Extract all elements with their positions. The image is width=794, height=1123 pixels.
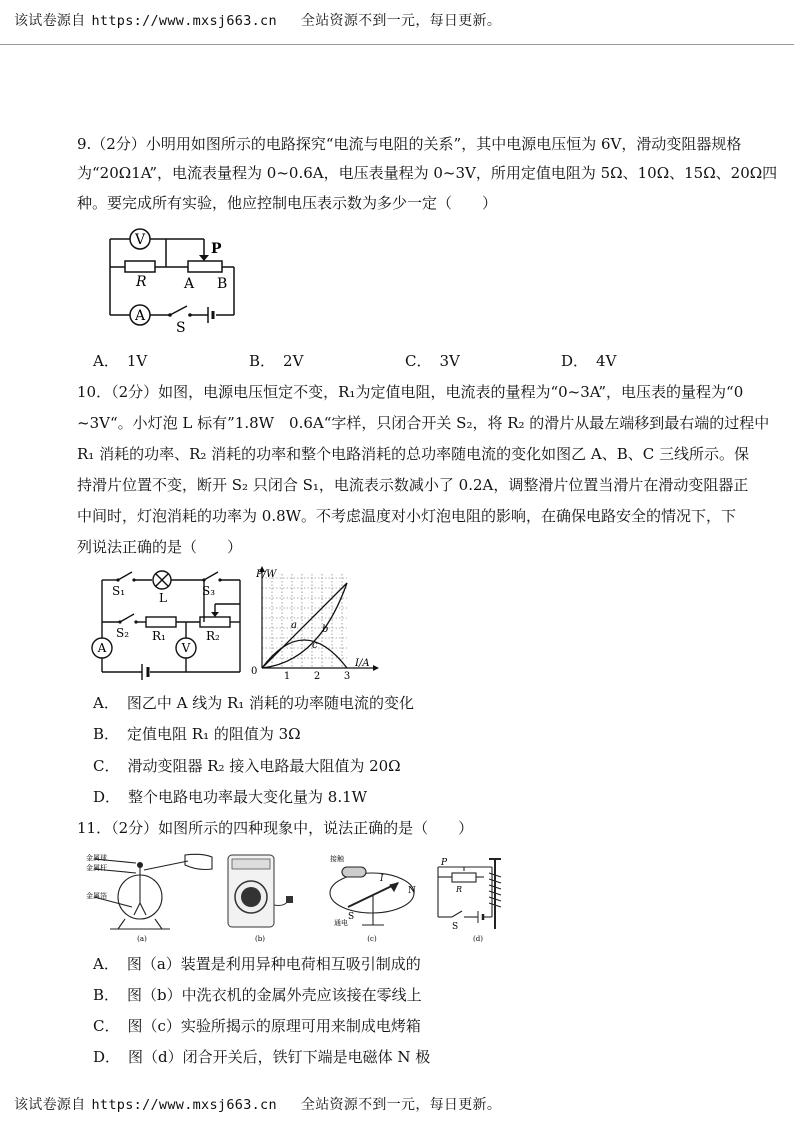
q10-line-6: 列说法正确的是（ ） (77, 538, 243, 556)
q10-s2-label: S₂ (116, 626, 130, 640)
q9-slider-label: P (211, 241, 222, 257)
figure-caption-c: (c) (367, 935, 377, 943)
graph-x-tick-3: 3 (343, 671, 351, 682)
q9-line-1: 9.（2分）小明用如图所示的电路探究“电流与电阻的关系”，其中电源电压恒为 6V，滑动变阻器规格 (77, 135, 742, 153)
q9-line-2: 为“20Ω1A”，电流表量程为 0~0.6A，电压表量程为 0~3V，所用定值电阻为 5Ω、10Ω、15Ω、20Ω四 (77, 164, 778, 182)
electromagnet-label-s: S (452, 922, 459, 932)
graph-x-tick-2: 2 (313, 671, 321, 682)
graph-label-c: c (312, 640, 318, 651)
q9-option-d[interactable]: D． 4V (561, 352, 617, 370)
figure-caption-d: (d) (473, 935, 483, 943)
q10-option-a[interactable]: A． 图乙中 A 线为 R₁ 消耗的功率随电流的变化 (93, 694, 415, 712)
graph-origin-label: 0 (251, 666, 258, 677)
washing-machine-figure (228, 855, 293, 927)
q10-s1-label: S₁ (112, 584, 126, 598)
header-prefix: 该试卷源自 (14, 13, 86, 29)
q10-option-d[interactable]: D． 整个电路电功率最大变化量为 8.1W (93, 788, 368, 806)
oersted-label-current: I (380, 874, 384, 884)
q10-circuit-diagram (90, 566, 248, 682)
electroscope-label-rod: 金属杆 (86, 864, 107, 872)
electromagnet-label-p: P (441, 858, 448, 868)
q11-line-1: 11．（2分）如图所示的四种现象中，说法正确的是（ ） (77, 819, 474, 837)
electromagnet-figure (438, 859, 501, 929)
graph-x-tick-1: 1 (283, 671, 291, 682)
figure-caption-a: (a) (137, 935, 147, 943)
q10-line-2: ~3V“。小灯泡 L 标有”1.8W 0.6A“字样，只闭合开关 S₂，将 R₂ 的滑片从最左端移到最右端的过程中 (77, 414, 770, 432)
q9-point-a-label: A (184, 276, 195, 292)
q11-option-a[interactable]: A． 图（a）装置是利用异种电荷相互吸引制成的 (93, 955, 421, 973)
graph-label-a: a (291, 620, 297, 631)
q9-line-3: 种。要完成所有实验，他应控制电压表示数为多少一定（ ） (77, 194, 498, 212)
oersted-label-n: N (408, 886, 416, 896)
electroscope-label-foil: 金属箔 (86, 892, 107, 900)
q10-line-1: 10．（2分）如图，电源电压恒定不变，R₁为定值电阻，电流表的量程为“0~3A”，电压表的量程为“0 (77, 383, 744, 401)
q9-option-b[interactable]: B． 2V (249, 352, 304, 370)
q11-option-d[interactable]: D． 图（d）闭合开关后，铁钉下端是电磁体 N 极 (93, 1048, 431, 1066)
q9-option-a[interactable]: A． 1V (93, 352, 148, 370)
q10-option-b[interactable]: B． 定值电阻 R₁ 的阻值为 3Ω (93, 725, 301, 743)
header-url[interactable]: https://www.mxsj663.cn (91, 13, 277, 29)
page-footer (14, 1094, 501, 1114)
q9-resistor-label: R (136, 274, 147, 290)
footer-prefix: 该试卷源自 (14, 1097, 86, 1113)
graph-curve-c (262, 640, 347, 668)
oersted-label-contact: 接触 (330, 855, 344, 863)
q11-option-b[interactable]: B． 图（b）中洗衣机的金属外壳应该接在零线上 (93, 986, 422, 1004)
q10-s3-label: S₃ (202, 584, 216, 598)
electromagnet-label-r: R (456, 885, 463, 894)
q9-circuit-diagram (100, 222, 245, 334)
q10-lamp-label: L (159, 591, 167, 605)
q10-option-c[interactable]: C． 滑动变阻器 R₂ 接入电路最大阻值为 20Ω (93, 757, 401, 775)
graph-label-b: b (322, 624, 329, 635)
q10-line-4: 持滑片位置不变，断开 S₂ 只闭合 S₁，电流表示数减小了 0.2A，调整滑片位置当滑片在滑动变阻器正 (77, 476, 749, 494)
q9-switch-label: S (176, 320, 186, 334)
q10-voltmeter-label: V (181, 641, 191, 655)
q9-option-c[interactable]: C． 3V (405, 352, 460, 370)
q11-option-c[interactable]: C． 图（c）实验所揭示的原理可用来制成电烤箱 (93, 1017, 421, 1035)
footer-url[interactable]: https://www.mxsj663.cn (91, 1097, 277, 1113)
oersted-figure (330, 867, 414, 925)
graph-curve-a (262, 583, 347, 668)
q9-point-b-label: B (217, 276, 228, 292)
q10-ammeter-label: A (97, 641, 107, 655)
header-suffix: 全站资源不到一元，每日更新。 (300, 13, 502, 29)
footer-suffix: 全站资源不到一元，每日更新。 (300, 1097, 502, 1113)
page-header (14, 10, 501, 30)
q10-line-3: R₁ 消耗的功率、R₂ 消耗的功率和整个电路消耗的总功率随电流的变化如图乙 A、B、C 三线所示。保 (77, 445, 750, 463)
q10-r1-label: R₁ (152, 629, 166, 643)
q9-ammeter-label: A (134, 308, 146, 324)
q10-power-current-graph (249, 562, 395, 684)
oersted-label-power: 通电 (334, 919, 348, 927)
q9-voltmeter-label: V (134, 232, 146, 248)
electroscope-figure (94, 854, 212, 929)
graph-x-label: I/A (355, 658, 370, 669)
q10-r2-label: R₂ (206, 629, 220, 643)
oersted-label-s: S (348, 912, 355, 922)
graph-y-label: P/W (256, 569, 277, 580)
header-divider (0, 44, 794, 45)
figure-caption-b: (b) (255, 935, 265, 943)
q11-figures (80, 845, 520, 945)
electroscope-label-ball: 金属球 (86, 854, 107, 862)
q10-line-5: 中间时，灯泡消耗的功率为 0.8W。不考虑温度对小灯泡电阻的影响，在确保电路安全的情况下，下 (77, 507, 737, 525)
